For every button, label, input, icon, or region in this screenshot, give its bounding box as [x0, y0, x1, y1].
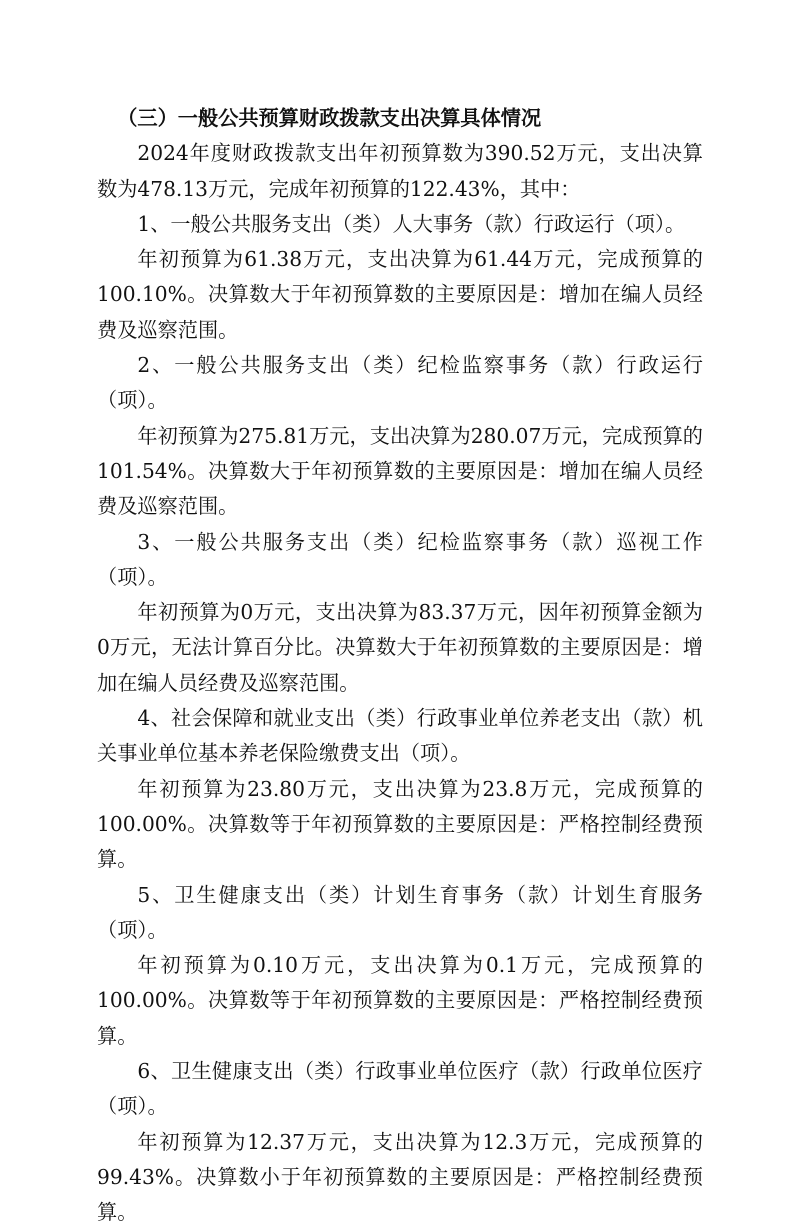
- summary-paragraph: 2024年度财政拨款支出年初预算数为390.52万元，支出决算数为478.13万元，完成年初预算的122.43%，其中：: [97, 141, 703, 201]
- item-title: 2、一般公共服务支出（类）纪检监察事务（款）行政运行（项）。: [97, 353, 703, 413]
- item-title: 5、卫生健康支出（类）计划生育事务（款）计划生育服务（项）。: [97, 882, 703, 942]
- item-title: 6、卫生健康支出（类）行政事业单位医疗（款）行政单位医疗（项）。: [97, 1059, 703, 1119]
- item-title: 4、社会保障和就业支出（类）行政事业单位养老支出（款）机关事业单位基本养老保险缴费支出（项）。: [97, 706, 703, 766]
- item-detail: 年初预算为275.81万元，支出决算为280.07万元，完成预算的101.54%。决算数大于年初预算数的主要原因是：增加在编人员经费及巡察范围。: [97, 423, 703, 519]
- item-detail: 年初预算为12.37万元，支出决算为12.3万元，完成预算的99.43%。决算数小于年初预算数的主要原因是：严格控制经费预算。: [97, 1129, 703, 1225]
- item-title: 3、一般公共服务支出（类）纪检监察事务（款）巡视工作（项）。: [97, 529, 703, 589]
- item-detail: 年初预算为0.10万元，支出决算为0.1万元，完成预算的100.00%。决算数等于年初预算数的主要原因是：严格控制经费预算。: [97, 953, 703, 1048]
- item-detail: 年初预算为0万元，支出决算为83.37万元，因年初预算金额为0万元，无法计算百分比。决算数大于年初预算数的主要原因是：增加在编人员经费及巡察范围。: [97, 600, 703, 695]
- item-title: 1、一般公共服务支出（类）人大事务（款）行政运行（项）。: [137, 211, 686, 236]
- document-page: [97, 101, 703, 1231]
- section-heading: （三）一般公共预算财政拨款支出决算具体情况: [117, 106, 542, 130]
- item-detail: 年初预算为61.38万元，支出决算为61.44万元，完成预算的100.10%。决算数大于年初预算数的主要原因是：增加在编人员经费及巡察范围。: [97, 247, 703, 342]
- item-detail: 年初预算为23.80万元，支出决算为23.8万元，完成预算的100.00%。决算数等于年初预算数的主要原因是：严格控制经费预算。: [97, 776, 703, 872]
